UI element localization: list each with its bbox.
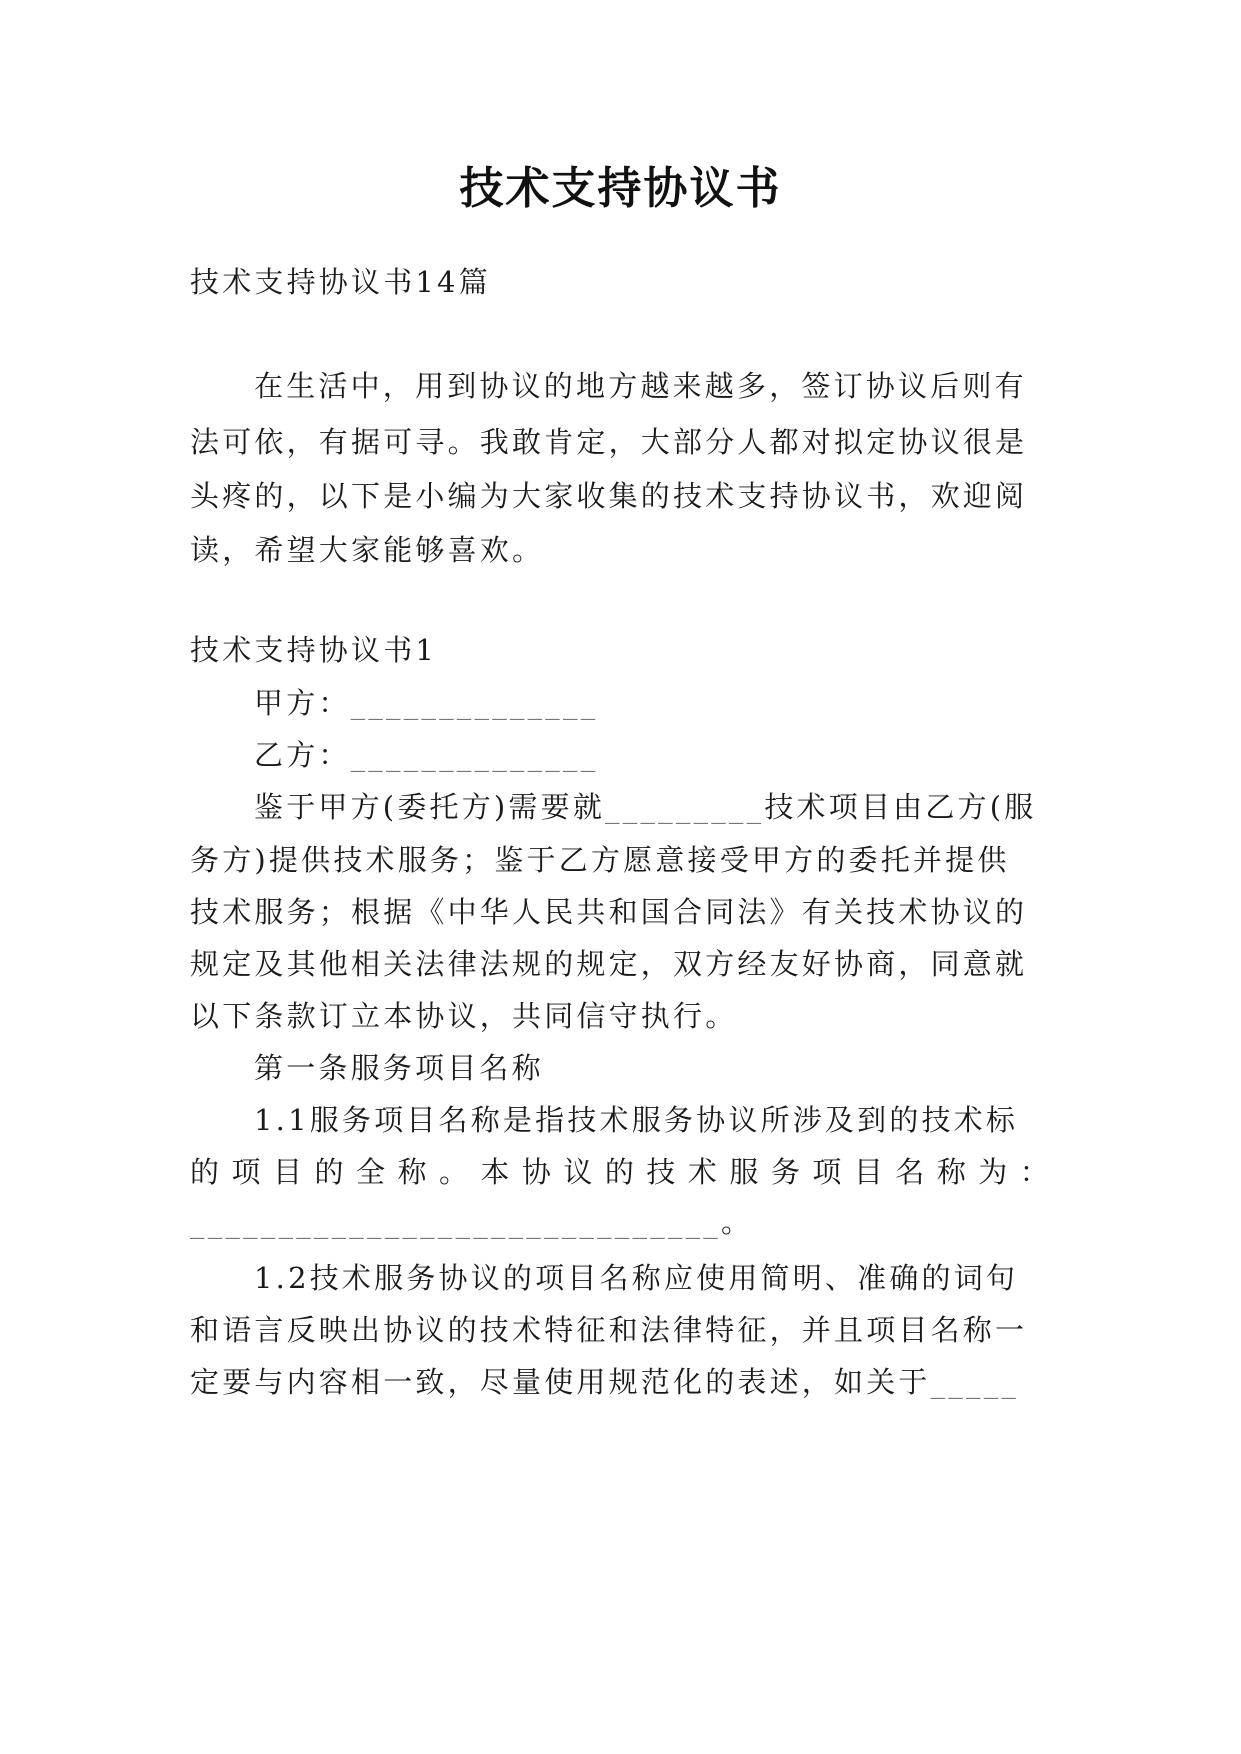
document-subtitle: 技术支持协议书14篇 [190, 265, 491, 299]
recital-line-1-pre: 鉴于甲方(委托方)需要就 [254, 790, 606, 824]
recital-line-4: 规定及其他相关法律法规的规定，双方经友好协商，同意就 [190, 947, 1028, 981]
intro-line-2: 法可依，有据可寻。我敢肯定，大部分人都对拟定协议很是 [190, 425, 1028, 459]
intro-line-3: 头疼的，以下是小编为大家收集的技术支持协议书，欢迎阅 [190, 479, 1028, 513]
clause-1-2-line-1: 1.2技术服务协议的项目名称应使用简明、准确的词句 [254, 1261, 1019, 1295]
recital-line-1-post: 技术项目由乙方(服 [764, 790, 1037, 824]
document-title: 技术支持协议书 [459, 163, 782, 214]
clause-1-1-line-1: 1.1服务项目名称是指技术服务协议所涉及到的技术标 [254, 1103, 1019, 1137]
party-a-blank: ______________ [350, 686, 599, 720]
article-1-heading: 第一条服务项目名称 [254, 1051, 544, 1085]
intro-line-1: 在生活中，用到协议的地方越来越多，签订协议后则有 [254, 369, 1027, 403]
section-heading: 技术支持协议书1 [190, 633, 438, 667]
recital-line-5: 以下条款订立本协议，共同信守执行。 [190, 999, 738, 1033]
clause-1-1-end: 。 [721, 1205, 754, 1239]
clause-1-2-line-2: 和语言反映出协议的技术特征和法律特征，并且项目名称一 [190, 1313, 1028, 1347]
party-a-line [254, 674, 1116, 732]
clause-1-1-blank: ______________________________ [190, 1205, 721, 1239]
intro-line-4: 读，希望大家能够喜欢。 [190, 533, 545, 567]
party-b-line [254, 726, 1116, 784]
party-b-label: 乙方： [254, 738, 351, 772]
recital-line-1 [254, 778, 1116, 836]
party-b-blank: ______________ [350, 738, 599, 772]
recital-line-1-blank: _________ [605, 790, 765, 824]
recital-line-2: 务方)提供技术服务；鉴于乙方愿意接受甲方的委托并提供 [190, 843, 1010, 877]
clause-1-2-blank: _____ [930, 1365, 1020, 1399]
clause-1-1-line-2: 的项目的全称。本协议的技术服务项目名称为： [190, 1155, 1052, 1189]
party-a-label: 甲方： [254, 686, 351, 720]
clause-1-2-line-3 [190, 1353, 1052, 1411]
clause-1-2-line-3-text: 定要与内容相一致，尽量使用规范化的表述，如关于 [190, 1365, 931, 1399]
recital-line-3: 技术服务；根据《中华人民共和国合同法》有关技术协议的 [190, 895, 1028, 929]
clause-1-1-line-3 [190, 1193, 1052, 1251]
